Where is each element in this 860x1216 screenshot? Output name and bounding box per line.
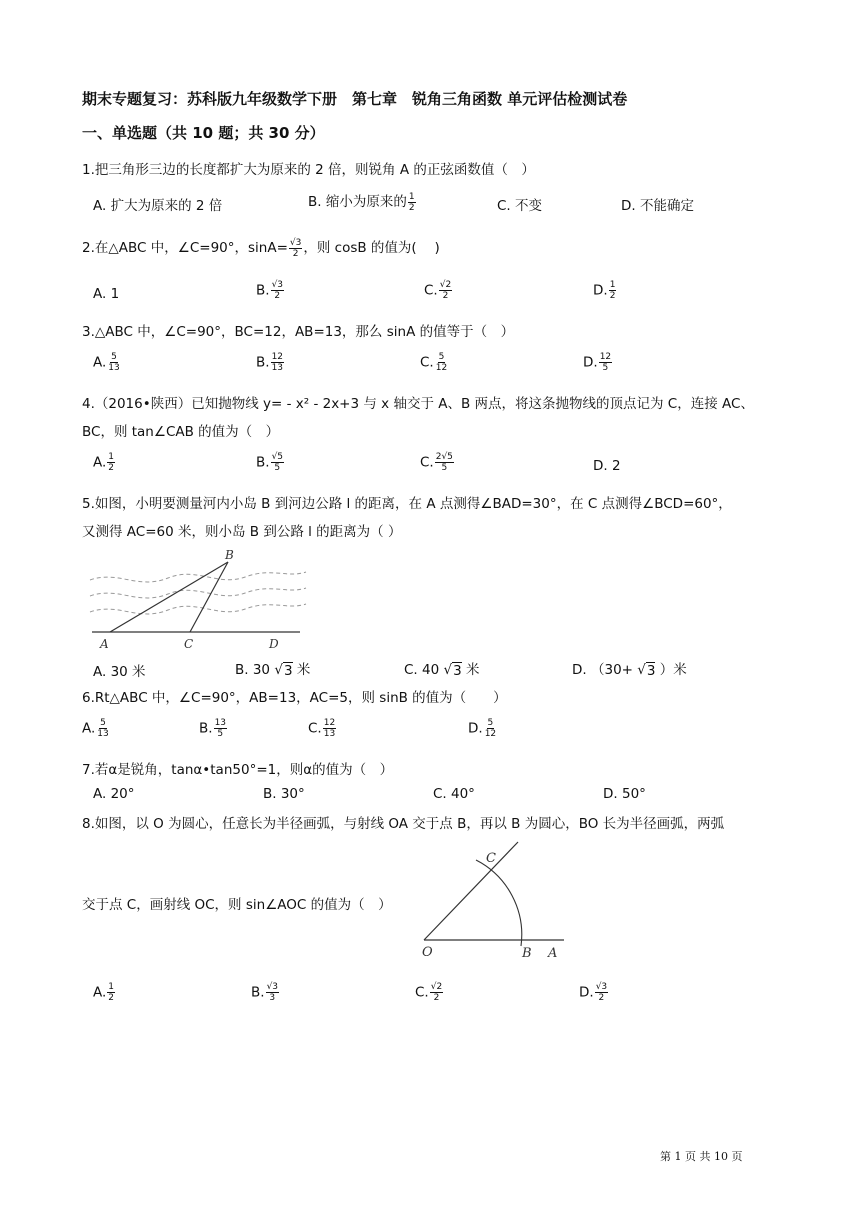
sqrt-expression: √ 3 (443, 662, 462, 679)
option-prefix: C. (424, 282, 438, 299)
question-5-line2: 又测得 AC=60 米，则小岛 B 到公路 l 的距离为（ ） (82, 524, 402, 540)
q2-option-d (593, 280, 617, 301)
fraction-numerator: √5 (271, 452, 284, 462)
q4-option-d: D. 2 (593, 458, 621, 474)
point-label-c: C (486, 851, 496, 866)
fraction-numerator: √2 (430, 982, 443, 992)
option-prefix: C. (420, 454, 434, 471)
option-prefix: D. （30+ (572, 662, 633, 678)
option-unit: 米 (465, 662, 480, 678)
question-3: 3.△ABC 中，∠C=90°，BC=12，AB=13，那么 sinA 的值等于（ ） (82, 324, 515, 340)
q8-option-b (251, 982, 280, 1003)
option-prefix: A. (93, 984, 107, 1001)
option-prefix: B. (256, 454, 270, 471)
fraction-denominator: 5 (274, 463, 281, 473)
q3-option-b (256, 352, 285, 373)
option-prefix: D. (583, 354, 598, 371)
option-fraction (430, 982, 443, 1003)
option-prefix: B. (256, 354, 270, 371)
option-fraction (271, 352, 284, 373)
option-fraction (484, 718, 497, 739)
q7-option-a: A. 20° (93, 786, 135, 802)
fraction-denominator: 2 (433, 993, 440, 1003)
option-fraction (266, 982, 279, 1003)
q8-option-d (579, 982, 609, 1003)
page-title: 期末专题复习：苏科版九年级数学下册 第七章 锐角三角函数 单元评估检测试卷 (82, 90, 628, 108)
river-wave (90, 604, 306, 614)
q2-option-a: A. 1 (93, 286, 120, 302)
radicand: 3 (646, 663, 656, 679)
option-prefix: D. (579, 984, 594, 1001)
q5-option-d (572, 658, 687, 679)
q3-option-a (93, 352, 122, 373)
fraction-denominator: 2 (408, 202, 415, 213)
option-prefix: C. (308, 720, 322, 737)
fraction-denominator: 13 (97, 729, 109, 739)
fraction-denominator: 2 (108, 993, 115, 1003)
sqrt-expression: √ 3 (274, 662, 293, 679)
q2-option-c (424, 280, 453, 301)
question-4-line2: BC，则 tan∠CAB 的值为（ ） (82, 424, 280, 440)
q5-option-c (404, 658, 479, 679)
fraction-numerator: 5 (100, 718, 106, 728)
q4-option-b (256, 452, 285, 473)
option-fraction (96, 718, 109, 739)
q6-option-d (468, 718, 498, 739)
ray-oc (424, 842, 518, 940)
option-fraction (435, 352, 448, 373)
q3-option-c (420, 352, 449, 373)
option-fraction (107, 982, 115, 1003)
option-prefix: D. (593, 282, 608, 299)
q2-option-b (256, 280, 285, 301)
option-prefix: A. (82, 720, 96, 737)
section-heading: 一、单选题（共 10 题；共 30 分） (82, 124, 325, 142)
q1-option-a: A. 扩大为原来的 2 倍 (93, 198, 223, 214)
q8-option-a (93, 982, 116, 1003)
fraction-numerator: 5 (438, 352, 445, 362)
fraction-denominator: 13 (271, 363, 284, 373)
question-6: 6.Rt△ABC 中，∠C=90°，AB=13，AC=5，则 sinB 的值为（ ） (82, 690, 507, 706)
question-7: 7.若α是锐角，tanα•tan50°=1，则α的值为（ ） (82, 762, 394, 778)
q5-option-b (235, 658, 310, 679)
point-label-c: C (184, 637, 194, 651)
fraction-numerator: 12 (271, 352, 284, 362)
q8-option-c (415, 982, 444, 1003)
fraction-denominator: 2 (609, 291, 616, 301)
point-label-b: B (225, 548, 234, 562)
fraction-numerator: √3 (595, 982, 608, 992)
segment-cb (190, 562, 228, 632)
option-prefix: A. (93, 454, 107, 471)
river-wave (90, 588, 306, 598)
fraction-denominator: 3 (269, 993, 276, 1003)
q3-option-d (583, 352, 613, 373)
option-fraction (271, 452, 284, 473)
question-1: 1.把三角形三边的长度都扩大为原来的 2 倍，则锐角 A 的正弦函数值（ ） (82, 162, 535, 178)
option-prefix: D. (468, 720, 483, 737)
fraction-denominator: 5 (602, 363, 609, 373)
point-label-d: D (269, 637, 279, 651)
option-prefix: B. (256, 282, 270, 299)
q1-option-b-fraction (408, 192, 416, 213)
q1-option-b (308, 190, 417, 213)
option-fraction (609, 280, 617, 301)
option-fraction (599, 352, 612, 373)
fraction-numerator: 13 (214, 718, 227, 728)
radicand: 3 (283, 663, 293, 679)
q6-option-b (199, 718, 228, 739)
q4-option-c (420, 452, 455, 473)
question-5-line1: 5.如图，小明要测量河内小岛 B 到河边公路 l 的距离，在 A 点测得∠BAD=30°，在 C 点测得∠BCD=60°， (82, 496, 732, 512)
fraction-numerator: 1 (408, 191, 415, 202)
radicand: 3 (453, 663, 462, 679)
sqrt-expression: √ 3 (637, 662, 656, 679)
question-4-line1: 4.（2016•陕西）已知抛物线 y= - x² - 2x+3 与 x 轴交于 A、B 两点，将这条抛物线的顶点记为 C，连接 AC、 (82, 396, 754, 412)
fraction-numerator: √2 (439, 280, 452, 290)
option-fraction (439, 280, 452, 301)
option-prefix: A. (93, 354, 107, 371)
fraction-numerator: 2√5 (435, 452, 453, 462)
point-label-a: A (548, 946, 558, 961)
q6-option-c (308, 718, 337, 739)
q2-sina-fraction (289, 238, 302, 259)
option-prefix: B. (251, 984, 265, 1001)
fraction-denominator: 2 (442, 291, 449, 301)
fraction-denominator: 5 (441, 463, 448, 473)
q1-option-d: D. 不能确定 (621, 198, 694, 214)
option-fraction (107, 452, 115, 473)
q8-construction-figure (418, 836, 568, 962)
option-prefix: C. 40 (404, 662, 440, 678)
point-label-o: O (422, 945, 433, 960)
fraction-denominator: 2 (598, 993, 605, 1003)
option-fraction (271, 280, 284, 301)
point-label-a: A (100, 637, 109, 651)
question-8-line1: 8.如图，以 O 为圆心，任意长为半径画弧，与射线 OA 交于点 B，再以 B 为圆心，BO 长为半径画弧，两弧 (82, 816, 725, 832)
option-unit: ）米 (659, 662, 687, 678)
arc-centered-o (476, 860, 522, 946)
fraction-numerator: 1 (108, 452, 115, 462)
q1-option-c: C. 不变 (497, 198, 543, 214)
q7-option-b: B. 30° (263, 786, 305, 802)
question-8-line2: 交于点 C，画射线 OC，则 sin∠AOC 的值为（ ） (82, 897, 392, 913)
option-prefix: B. (199, 720, 213, 737)
option-fraction (595, 982, 608, 1003)
fraction-numerator: 12 (599, 352, 612, 362)
option-unit: 米 (296, 662, 311, 678)
fraction-numerator: √3 (271, 280, 284, 290)
q4-option-a (93, 452, 116, 473)
fraction-denominator: 13 (323, 729, 336, 739)
point-label-b: B (522, 946, 532, 961)
fraction-numerator: 5 (111, 352, 117, 362)
fraction-numerator: √3 (289, 237, 302, 248)
option-fraction (214, 718, 227, 739)
fraction-denominator: 12 (435, 363, 448, 373)
q2-text-pre: 2.在△ABC 中，∠C=90°，sinA= (82, 240, 288, 256)
q7-option-d: D. 50° (603, 786, 646, 802)
fraction-numerator: 1 (609, 280, 616, 290)
q5-option-a: A. 30 米 (93, 664, 146, 680)
fraction-numerator: 12 (323, 718, 336, 728)
question-2 (82, 236, 440, 259)
q5-river-figure (88, 548, 308, 652)
fraction-denominator: 2 (292, 248, 299, 259)
fraction-denominator: 2 (274, 291, 281, 301)
fraction-numerator: 1 (108, 982, 115, 992)
fraction-denominator: 5 (217, 729, 224, 739)
q7-option-c: C. 40° (433, 786, 475, 802)
option-fraction (435, 452, 454, 473)
fraction-numerator: √3 (266, 982, 279, 992)
fraction-denominator: 13 (108, 363, 120, 373)
fraction-numerator: 5 (487, 718, 494, 728)
option-prefix: B. 30 (235, 662, 271, 678)
option-prefix: C. (420, 354, 434, 371)
option-prefix: C. (415, 984, 429, 1001)
q2-text-post: ，则 cosB 的值为( ) (303, 240, 440, 256)
q6-option-a (82, 718, 111, 739)
option-fraction (107, 352, 120, 373)
page-number-footer: 第 1 页 共 10 页 (660, 1150, 743, 1163)
fraction-denominator: 12 (484, 729, 497, 739)
option-fraction (323, 718, 336, 739)
segment-ab (110, 562, 228, 632)
fraction-denominator: 2 (108, 463, 115, 473)
q1-option-b-prefix: B. 缩小为原来的 (308, 194, 407, 210)
